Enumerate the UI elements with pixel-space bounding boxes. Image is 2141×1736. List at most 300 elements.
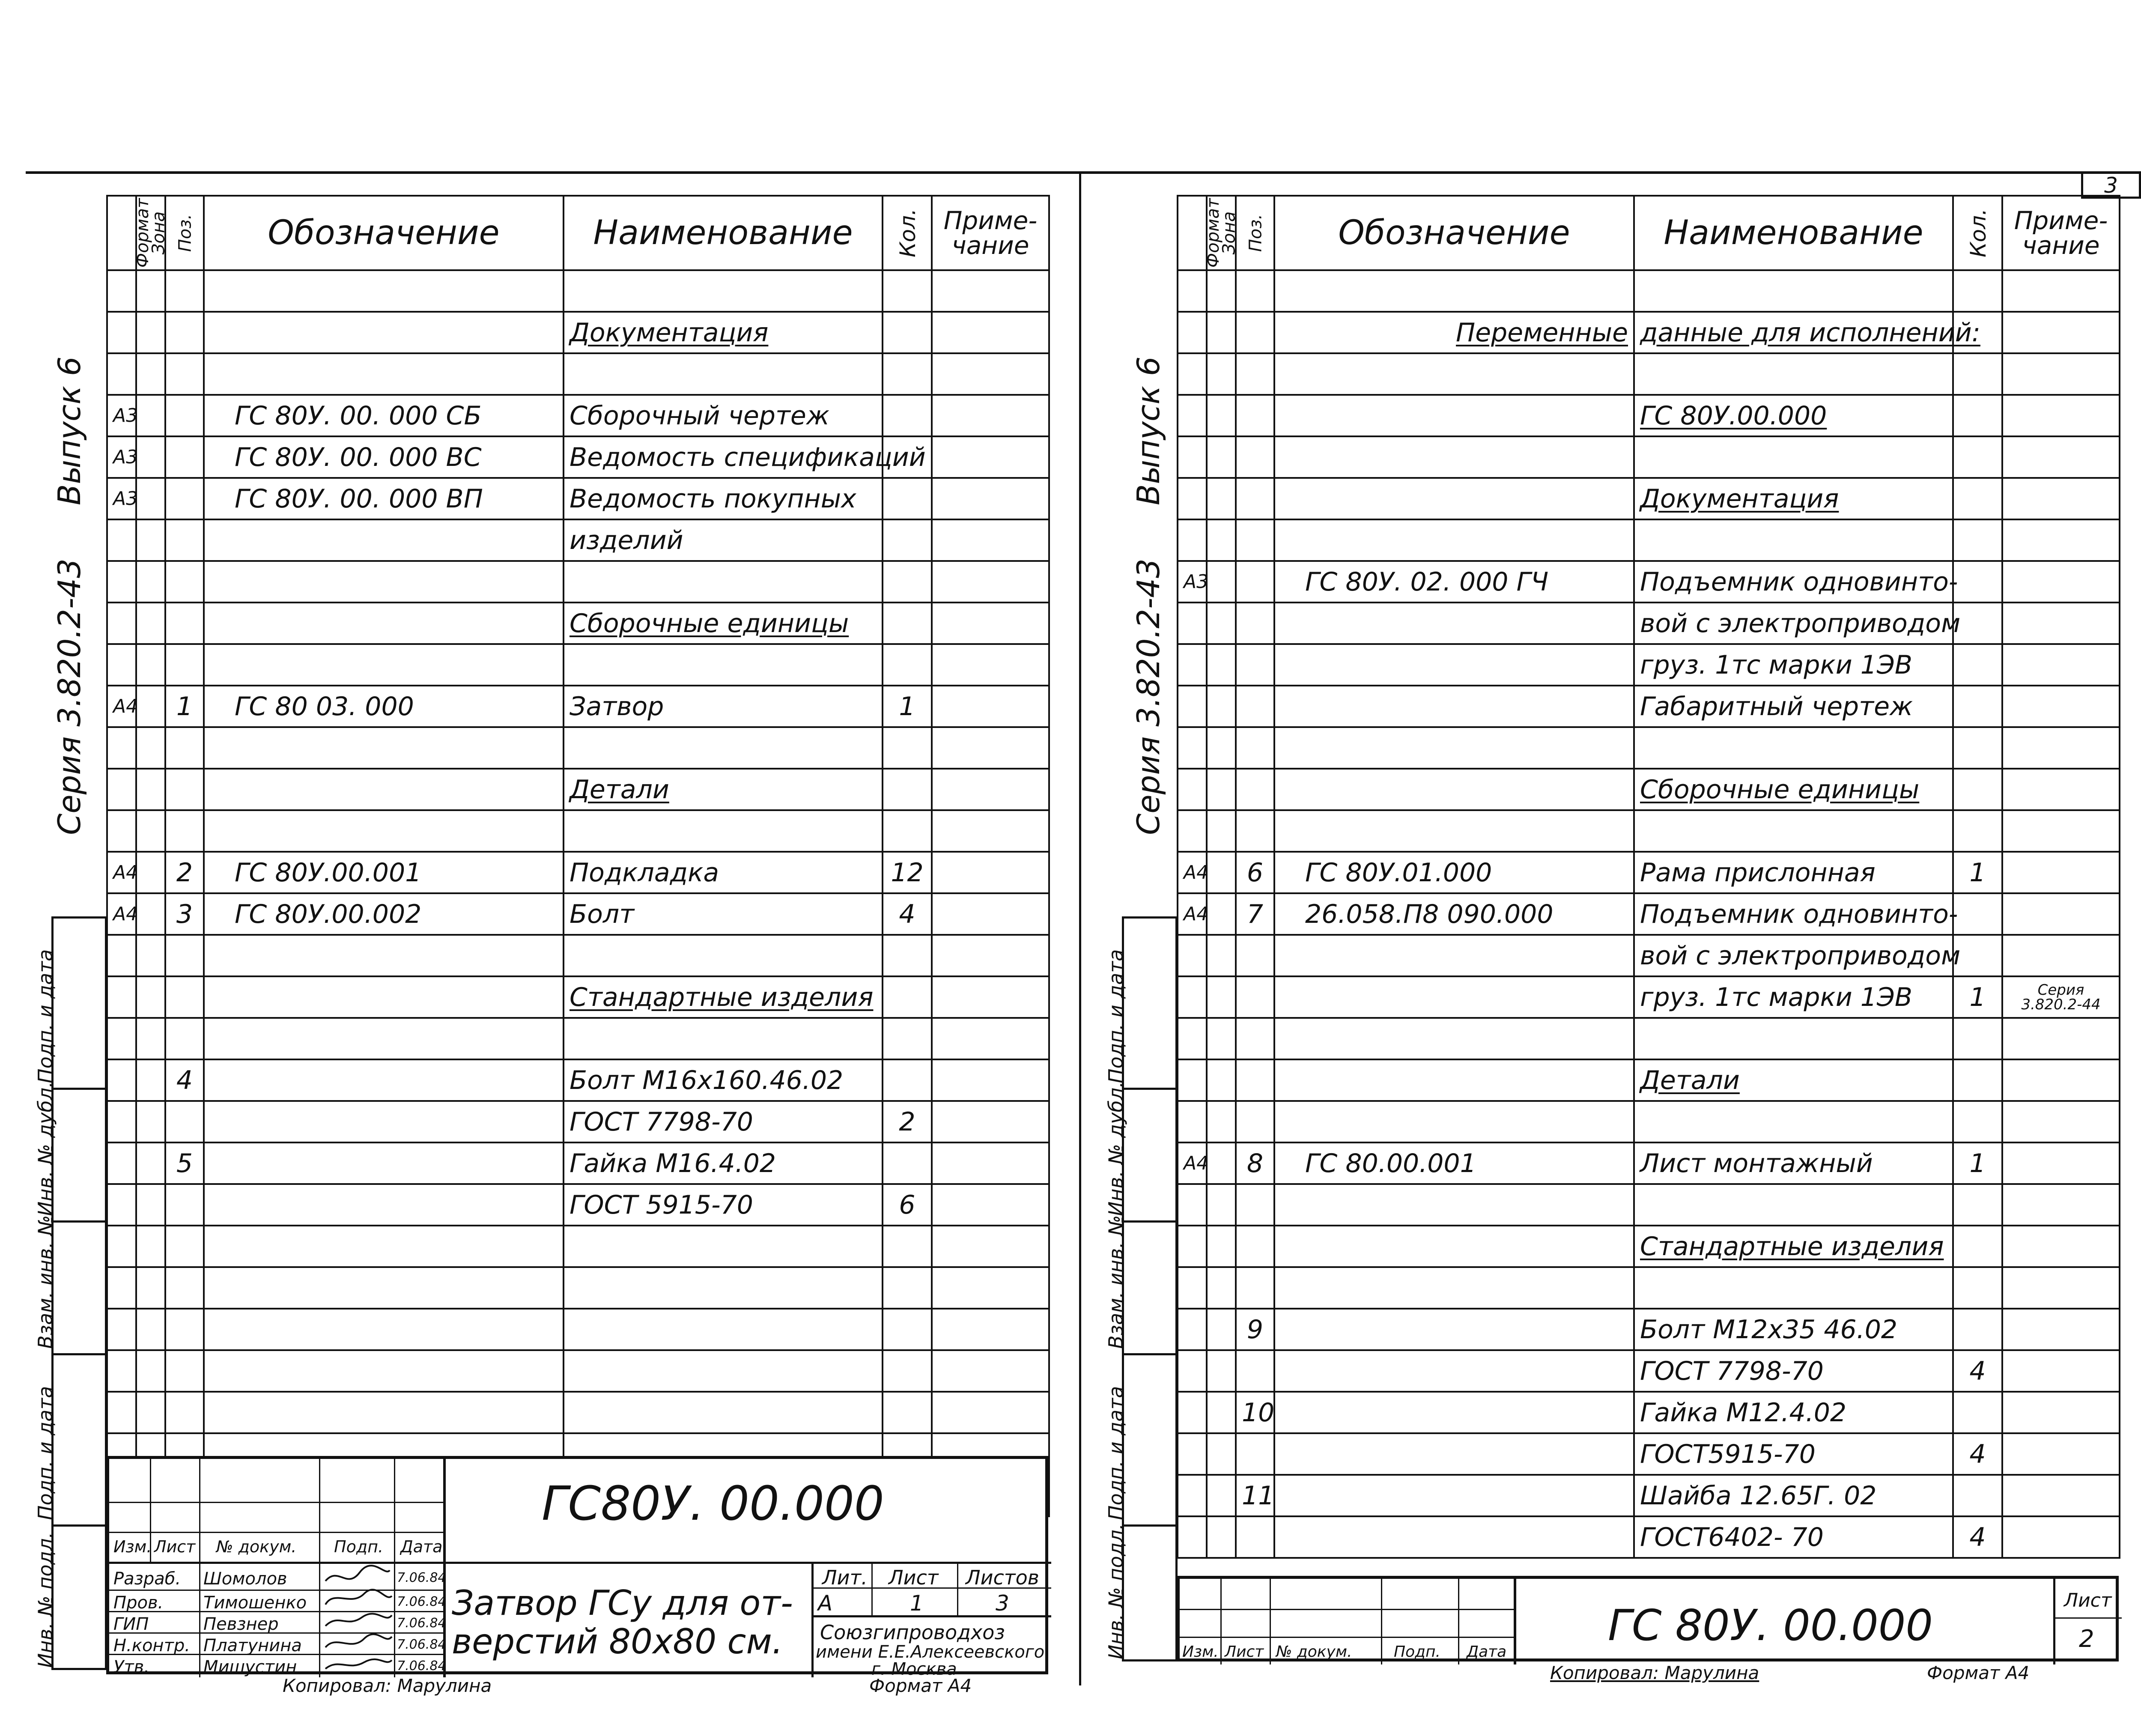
cell-pos <box>1236 686 1274 727</box>
cell-zone <box>136 395 165 436</box>
cell-format <box>1178 395 1207 436</box>
col-list: Лист <box>154 1537 196 1556</box>
spec-row <box>107 395 1049 436</box>
cell-designation <box>1274 769 1634 810</box>
left-stamp-sign-date-1: Подп. и дата <box>34 949 57 1083</box>
cell-designation: ГС 80У.01.000 <box>1274 852 1634 893</box>
cell-pos <box>1236 353 1274 395</box>
spec-row <box>1178 1226 2120 1267</box>
cell-format <box>1178 270 1207 312</box>
cell-format <box>1178 644 1207 686</box>
cell-format <box>1178 1392 1207 1433</box>
cell-designation <box>1274 1226 1634 1267</box>
cell-name <box>564 561 883 603</box>
cell-designation <box>204 727 564 769</box>
cell-format <box>1178 1101 1207 1142</box>
cell-note <box>2002 1433 2120 1475</box>
cell-zone <box>1207 395 1236 436</box>
cell-format <box>1178 686 1207 727</box>
cell-pos <box>165 1226 204 1267</box>
cell-format: А4 <box>1178 893 1207 935</box>
cell-name <box>1634 353 1953 395</box>
lit-label: Лит. <box>822 1566 868 1589</box>
cell-qty <box>883 603 932 644</box>
right-col-list: Лист <box>1225 1643 1264 1661</box>
cell-pos <box>165 1309 204 1350</box>
spec-row <box>1178 976 2120 1018</box>
cell-name: Болт М12х35 46.02 <box>1634 1309 1953 1350</box>
date-4: 7.06.84 <box>397 1658 446 1673</box>
spec-row <box>1178 727 2120 769</box>
cell-note <box>932 561 1049 603</box>
spec-row <box>1178 1475 2120 1516</box>
cell-name: Лист монтажный <box>1634 1142 1953 1184</box>
cell-zone <box>136 353 165 395</box>
right-spec-table <box>1177 195 2120 1559</box>
spec-row <box>1178 561 2120 603</box>
spec-row <box>1178 810 2120 852</box>
cell-designation: Переменные <box>1274 312 1634 353</box>
cell-name <box>564 1267 883 1309</box>
cell-designation <box>1274 1018 1634 1059</box>
header-zone: Зона <box>136 196 165 270</box>
cell-note <box>932 727 1049 769</box>
spec-row <box>107 1350 1049 1392</box>
right-side-series: Серия 3.820.2-43 <box>1130 558 1166 835</box>
cell-format: А4 <box>107 686 136 727</box>
cell-pos <box>165 353 204 395</box>
cell-designation <box>1274 436 1634 478</box>
cell-pos <box>1236 270 1274 312</box>
cell-designation <box>1274 1516 1634 1558</box>
spec-row <box>1178 686 2120 727</box>
cell-note <box>2002 893 2120 935</box>
right-stamp-sign-date-1: Подп. и дата <box>1104 949 1127 1083</box>
spec-row <box>1178 1309 2120 1350</box>
cell-note <box>2002 644 2120 686</box>
cell-format <box>1178 353 1207 395</box>
cell-note <box>2002 1267 2120 1309</box>
cell-zone <box>136 769 165 810</box>
cell-designation <box>204 1059 564 1101</box>
cell-pos <box>1236 1267 1274 1309</box>
cell-designation <box>1274 395 1634 436</box>
cell-format <box>107 603 136 644</box>
cell-qty <box>1953 769 2002 810</box>
cell-qty <box>1953 1226 2002 1267</box>
header-note: Приме- чание <box>2002 196 2120 270</box>
cell-pos <box>1236 312 1274 353</box>
cell-zone <box>1207 727 1236 769</box>
cell-qty <box>883 312 932 353</box>
spec-row <box>107 603 1049 644</box>
cell-zone <box>1207 478 1236 519</box>
cell-designation <box>1274 1059 1634 1101</box>
cell-format <box>107 270 136 312</box>
cell-name: изделий <box>564 519 883 561</box>
cell-pos: 3 <box>165 893 204 935</box>
cell-zone <box>136 1059 165 1101</box>
cell-pos <box>1236 1350 1274 1392</box>
header-designation: Обозначение <box>1274 196 1634 270</box>
spec-row <box>107 436 1049 478</box>
person-1: Тимошенко <box>203 1593 307 1613</box>
cell-qty <box>1953 519 2002 561</box>
cell-zone <box>136 893 165 935</box>
cell-zone <box>1207 1018 1236 1059</box>
cell-name <box>564 644 883 686</box>
org-line3: г. Москва <box>871 1659 957 1679</box>
left-side-issue: Выпуск 6 <box>51 356 87 505</box>
cell-designation: ГС 80У.00.002 <box>204 893 564 935</box>
cell-zone <box>1207 353 1236 395</box>
right-side-stamp <box>1104 916 1178 1661</box>
spec-row <box>1178 1142 2120 1184</box>
cell-format <box>107 644 136 686</box>
cell-designation <box>204 312 564 353</box>
cell-zone <box>1207 1392 1236 1433</box>
cell-name <box>1634 810 1953 852</box>
spec-row <box>1178 1101 2120 1142</box>
cell-name: ГС 80У.00.000 <box>1634 395 1953 436</box>
cell-pos: 9 <box>1236 1309 1274 1350</box>
cell-note <box>932 270 1049 312</box>
cell-format <box>1178 769 1207 810</box>
cell-name <box>564 1309 883 1350</box>
spec-row <box>1178 1350 2120 1392</box>
cell-format <box>107 1059 136 1101</box>
cell-pos <box>165 1184 204 1226</box>
cell-name <box>564 1226 883 1267</box>
cell-designation <box>1274 810 1634 852</box>
org-line2: имени Е.Е.Алексеевского <box>816 1642 1045 1662</box>
cell-zone <box>136 436 165 478</box>
cell-designation <box>1274 1433 1634 1475</box>
cell-name <box>564 270 883 312</box>
cell-note <box>932 1226 1049 1267</box>
cell-qty: 12 <box>883 852 932 893</box>
cell-pos <box>1236 436 1274 478</box>
header-pos: Поз. <box>1236 196 1274 270</box>
cell-note <box>932 976 1049 1018</box>
cell-pos <box>165 810 204 852</box>
cell-designation <box>1274 1101 1634 1142</box>
cell-zone <box>136 312 165 353</box>
cell-qty <box>883 353 932 395</box>
cell-pos <box>165 395 204 436</box>
cell-pos <box>165 603 204 644</box>
cell-zone <box>136 519 165 561</box>
cell-pos: 6 <box>1236 852 1274 893</box>
cell-note <box>932 519 1049 561</box>
cell-name <box>1634 1184 1953 1226</box>
right-sheet-value: 2 <box>2079 1625 2094 1653</box>
left-stamp-inv-dubl: Инв. № дубл. <box>34 1081 57 1216</box>
cell-note <box>2002 436 2120 478</box>
header-designation: Обозначение <box>204 196 564 270</box>
cell-qty: 1 <box>1953 1142 2002 1184</box>
cell-format: А3 <box>107 478 136 519</box>
cell-qty <box>883 644 932 686</box>
cell-format <box>1178 935 1207 976</box>
cell-qty <box>1953 893 2002 935</box>
sheet-value: 1 <box>910 1591 924 1616</box>
cell-format <box>107 353 136 395</box>
cell-qty: 1 <box>1953 852 2002 893</box>
cell-name: Шайба 12.65Г. 02 <box>1634 1475 1953 1516</box>
left-spec-table <box>106 195 1050 1517</box>
cell-format <box>107 519 136 561</box>
cell-designation: ГС 80У. 02. 000 ГЧ <box>1274 561 1634 603</box>
cell-pos <box>1236 644 1274 686</box>
cell-note <box>2002 769 2120 810</box>
cell-name: Документация <box>564 312 883 353</box>
cell-zone <box>136 1392 165 1433</box>
cell-name: Подкладка <box>564 852 883 893</box>
cell-name: Болт М16х160.46.02 <box>564 1059 883 1101</box>
cell-zone <box>1207 686 1236 727</box>
cell-name: данные для исполнений: <box>1634 312 1953 353</box>
spec-row <box>107 1226 1049 1267</box>
spec-row <box>107 1059 1049 1101</box>
left-format-note: Формат А4 <box>869 1675 972 1696</box>
cell-designation <box>1274 935 1634 976</box>
cell-name <box>564 727 883 769</box>
cell-qty <box>883 478 932 519</box>
cell-designation <box>204 519 564 561</box>
cell-pos <box>165 1392 204 1433</box>
cell-pos <box>165 561 204 603</box>
cell-qty: 1 <box>883 686 932 727</box>
col-doc: № докум. <box>216 1537 297 1556</box>
cell-name: Сборочные единицы <box>1634 769 1953 810</box>
cell-zone <box>136 810 165 852</box>
cell-qty <box>1953 1475 2002 1516</box>
left-doc-code: ГС80У. 00.000 <box>542 1476 884 1531</box>
cell-zone <box>1207 644 1236 686</box>
cell-designation <box>1274 478 1634 519</box>
header-name: Наименование <box>564 196 883 270</box>
spec-row <box>107 893 1049 935</box>
cell-note <box>2002 270 2120 312</box>
cell-name: вой с электроприводом <box>1634 603 1953 644</box>
cell-zone <box>1207 270 1236 312</box>
cell-name: вой с электроприводом <box>1634 935 1953 976</box>
spec-row <box>107 976 1049 1018</box>
cell-pos <box>165 644 204 686</box>
col-date: Дата <box>400 1537 443 1556</box>
right-col-date: Дата <box>1467 1643 1507 1661</box>
cell-note <box>2002 1516 2120 1558</box>
cell-note <box>932 1267 1049 1309</box>
cell-note <box>2002 519 2120 561</box>
cell-note <box>932 1018 1049 1059</box>
right-copied-by: Копировал: Марулина <box>1550 1662 1759 1683</box>
cell-pos <box>165 1350 204 1392</box>
cell-note <box>2002 1101 2120 1142</box>
cell-name: Сборочный чертеж <box>564 395 883 436</box>
spec-row <box>107 1309 1049 1350</box>
cell-pos <box>165 1018 204 1059</box>
cell-pos <box>1236 519 1274 561</box>
cell-pos <box>1236 727 1274 769</box>
cell-designation <box>204 1267 564 1309</box>
cell-designation <box>204 644 564 686</box>
cell-format <box>1178 1433 1207 1475</box>
cell-zone <box>1207 976 1236 1018</box>
cell-zone <box>1207 1433 1236 1475</box>
cell-qty <box>883 935 932 976</box>
cell-designation <box>204 769 564 810</box>
cell-zone <box>1207 1184 1236 1226</box>
cell-format <box>1178 1226 1207 1267</box>
cell-note <box>2002 1184 2120 1226</box>
cell-name: груз. 1тс марки 1ЭВ <box>1634 976 1953 1018</box>
left-copied-by: Копировал: Марулина <box>283 1675 492 1696</box>
cell-format <box>1178 519 1207 561</box>
cell-note <box>2002 1018 2120 1059</box>
cell-zone <box>1207 1226 1236 1267</box>
cell-note <box>2002 478 2120 519</box>
cell-pos <box>165 478 204 519</box>
person-0: Шомолов <box>203 1569 287 1589</box>
cell-designation <box>204 1184 564 1226</box>
cell-zone <box>136 478 165 519</box>
cell-pos <box>1236 395 1274 436</box>
cell-format: А4 <box>107 893 136 935</box>
cell-pos <box>1236 1018 1274 1059</box>
cell-zone <box>1207 893 1236 935</box>
spec-row <box>107 561 1049 603</box>
cell-pos <box>165 519 204 561</box>
spec-row <box>107 1267 1049 1309</box>
cell-designation <box>204 976 564 1018</box>
spec-row <box>1178 270 2120 312</box>
cell-pos <box>165 976 204 1018</box>
cell-zone <box>136 270 165 312</box>
cell-name: Детали <box>1634 1059 1953 1101</box>
header-note: Приме- чание <box>932 196 1049 270</box>
cell-designation <box>1274 976 1634 1018</box>
right-format-note: Формат А4 <box>1927 1662 2030 1683</box>
cell-qty <box>883 810 932 852</box>
cell-format <box>1178 478 1207 519</box>
cell-zone <box>136 1267 165 1309</box>
col-izm: Изм. <box>113 1537 152 1556</box>
right-side-issue: Выпуск 6 <box>1130 356 1166 505</box>
cell-name: ГОСТ 5915-70 <box>564 1184 883 1226</box>
spec-row <box>107 1101 1049 1142</box>
cell-note <box>932 769 1049 810</box>
cell-qty <box>1953 686 2002 727</box>
cell-pos <box>1236 603 1274 644</box>
cell-designation <box>204 810 564 852</box>
cell-name: Ведомость спецификаций <box>564 436 883 478</box>
cell-format <box>1178 1309 1207 1350</box>
cell-name <box>1634 727 1953 769</box>
spec-row <box>1178 478 2120 519</box>
cell-zone <box>1207 1101 1236 1142</box>
cell-format <box>107 1142 136 1184</box>
cell-note <box>932 1059 1049 1101</box>
cell-designation: 26.058.П8 090.000 <box>1274 893 1634 935</box>
spec-row <box>1178 312 2120 353</box>
header-qty: Кол. <box>1953 196 2002 270</box>
spec-row <box>1178 436 2120 478</box>
cell-designation <box>1274 1309 1634 1350</box>
cell-format: А4 <box>1178 1142 1207 1184</box>
cell-format <box>1178 1516 1207 1558</box>
cell-note <box>932 603 1049 644</box>
spec-row <box>107 1018 1049 1059</box>
cell-qty <box>883 270 932 312</box>
cell-note <box>2002 1142 2120 1184</box>
cell-qty <box>1953 935 2002 976</box>
date-0: 7.06.84 <box>397 1570 446 1585</box>
cell-qty <box>883 727 932 769</box>
spec-row <box>107 935 1049 976</box>
role-0: Разраб. <box>113 1569 181 1589</box>
cell-qty: 2 <box>883 1101 932 1142</box>
cell-zone <box>136 1226 165 1267</box>
cell-note <box>932 852 1049 893</box>
cell-name: груз. 1тс марки 1ЭВ <box>1634 644 1953 686</box>
cell-pos <box>165 935 204 976</box>
cell-pos <box>165 1101 204 1142</box>
cell-note <box>932 478 1049 519</box>
cell-pos <box>1236 1059 1274 1101</box>
cell-zone <box>1207 561 1236 603</box>
cell-note <box>2002 686 2120 727</box>
cell-zone <box>1207 603 1236 644</box>
cell-name: Стандартные изделия <box>564 976 883 1018</box>
cell-zone <box>136 1350 165 1392</box>
cell-zone <box>1207 1267 1236 1309</box>
cell-format <box>1178 976 1207 1018</box>
cell-designation <box>204 1392 564 1433</box>
spec-row <box>1178 519 2120 561</box>
cell-qty <box>1953 727 2002 769</box>
cell-name: ГОСТ6402- 70 <box>1634 1516 1953 1558</box>
cell-qty: 4 <box>1953 1516 2002 1558</box>
cell-qty <box>1953 603 2002 644</box>
cell-format <box>1178 1018 1207 1059</box>
cell-note <box>932 1392 1049 1433</box>
cell-name <box>1634 436 1953 478</box>
cell-zone <box>1207 1516 1236 1558</box>
cell-zone <box>136 976 165 1018</box>
cell-pos <box>1236 1516 1274 1558</box>
cell-qty <box>1953 561 2002 603</box>
cell-designation: ГС 80У. 00. 000 СБ <box>204 395 564 436</box>
cell-note <box>2002 935 2120 976</box>
sheet-label: Лист <box>889 1566 939 1589</box>
cell-qty <box>1953 1267 2002 1309</box>
cell-designation <box>1274 1350 1634 1392</box>
cell-name: Подъемник одновинто- <box>1634 893 1953 935</box>
cell-note <box>2002 810 2120 852</box>
spec-row <box>107 312 1049 353</box>
page-number: 3 <box>2104 173 2118 198</box>
spec-row <box>107 270 1049 312</box>
cell-qty <box>883 519 932 561</box>
cell-name: Рама прислонная <box>1634 852 1953 893</box>
cell-designation <box>1274 1267 1634 1309</box>
header-pos: Поз. <box>165 196 204 270</box>
cell-qty <box>1953 395 2002 436</box>
cell-pos <box>165 727 204 769</box>
cell-format <box>107 769 136 810</box>
